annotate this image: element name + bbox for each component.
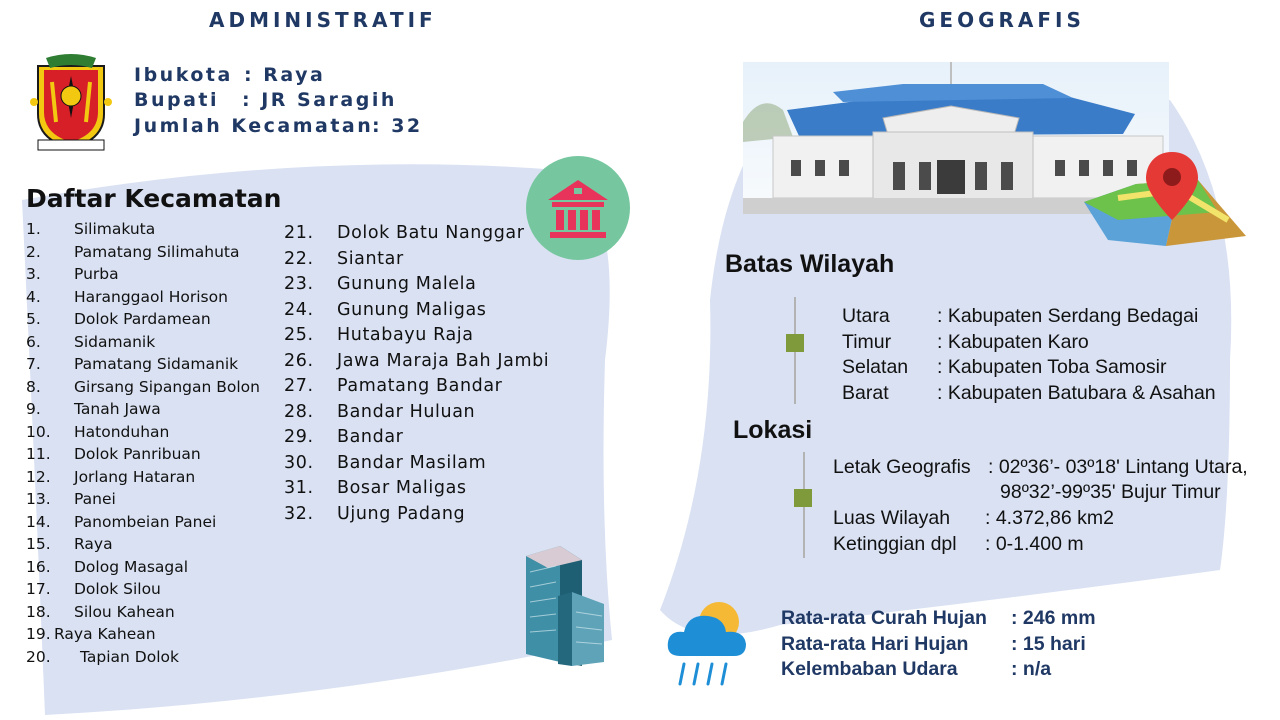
kecamatan-name: Pamatang Silimahuta — [74, 242, 240, 261]
kecamatan-name: Raya — [74, 535, 113, 553]
batas-label: Barat — [842, 381, 889, 404]
kecamatan-number: 3. — [26, 265, 41, 283]
bank-icon — [526, 156, 630, 260]
ibukota-value: : Raya — [244, 64, 326, 86]
kecamatan-number: 9. — [26, 400, 41, 418]
kecamatan-number: 13. — [26, 490, 51, 508]
kecamatan-name: Silou Kahean — [74, 602, 175, 621]
kecamatan-name: Panei — [74, 490, 116, 508]
kecamatan-name: Sidamanik — [74, 332, 156, 351]
kecamatan-name: Gunung Malela — [337, 274, 477, 294]
kecamatan-name: Hutabayu Raja — [337, 325, 474, 345]
coat-of-arms-logo — [30, 52, 112, 154]
kecamatan-name: Dolok Panribuan — [74, 445, 201, 463]
kecamatan-name: Siantar — [337, 248, 404, 269]
bupati-label: Bupati — [134, 89, 220, 111]
kecamatan-name: Jorlang Hataran — [74, 467, 196, 486]
kecamatan-number: 18. — [26, 602, 51, 621]
batas-value: : Kabupaten Toba Samosir — [937, 356, 1167, 378]
jumlah-kecamatan-value: : 32 — [372, 115, 423, 137]
kecamatan-number: 15. — [26, 535, 51, 553]
lokasi-marker — [794, 489, 812, 507]
kecamatan-number: 30. — [284, 452, 314, 473]
lokasi-title: Lokasi — [733, 416, 813, 444]
kecamatan-number: 31. — [284, 478, 314, 498]
kelembaban-label: Kelembaban Udara — [781, 658, 958, 680]
letak-geografis-value: : 02º36’- 03º18' Lintang Utara, — [988, 456, 1248, 478]
kecamatan-number: 6. — [26, 332, 41, 351]
kecamatan-name: Dolok Batu Nanggar — [337, 223, 525, 243]
kecamatan-number: 1. — [26, 220, 41, 238]
kecamatan-number: 12. — [26, 467, 51, 486]
batas-value: : Kabupaten Batubara & Asahan — [937, 381, 1216, 404]
kecamatan-name: Dolok Pardamean — [74, 310, 211, 328]
kecamatan-number: 27. — [284, 376, 314, 396]
kecamatan-name: Pamatang Bandar — [337, 376, 503, 396]
kecamatan-name: Pamatang Sidamanik — [74, 355, 239, 373]
kecamatan-name: Dolog Masagal — [74, 557, 189, 576]
kecamatan-name: Haranggaol Horison — [74, 287, 228, 306]
kecamatan-number: 5. — [26, 310, 41, 328]
ketinggian-value: : 0-1.400 m — [985, 533, 1084, 555]
kecamatan-number: 17. — [26, 580, 51, 598]
letak-geografis-label: Letak Geografis — [833, 456, 971, 478]
kecamatan-number: 25. — [284, 325, 314, 345]
kecamatan-name: Hatonduhan — [74, 422, 170, 441]
kecamatan-number: 20. — [26, 647, 51, 666]
kecamatan-number: 7. — [26, 355, 41, 373]
kecamatan-number: 2. — [26, 242, 41, 261]
batas-label: Selatan — [842, 356, 909, 378]
letak-geografis-value-2: 98º32’-99º35' Bujur Timur — [1000, 481, 1221, 503]
kelembaban-value: : n/a — [1011, 658, 1052, 680]
kecamatan-name: Bandar Masilam — [337, 452, 487, 473]
kecamatan-name: Bandar — [337, 427, 404, 447]
rain-cloud-icon — [664, 598, 754, 690]
daftar-kecamatan-title: Daftar Kecamatan — [26, 184, 282, 213]
kecamatan-number: 29. — [284, 427, 314, 447]
curah-hujan-row — [781, 607, 1121, 630]
curah-hujan-label: Rata-rata Curah Hujan — [781, 607, 987, 629]
kecamatan-name: Panombeian Panei — [74, 512, 217, 531]
kecamatan-number: 8. — [26, 377, 41, 396]
kelembaban-row — [781, 658, 1121, 681]
batas-label: Timur — [842, 330, 892, 353]
kecamatan-number: 11. — [26, 445, 51, 463]
kecamatan-name: Jawa Maraja Bah Jambi — [337, 350, 550, 371]
batas-marker — [786, 334, 804, 352]
ibukota-label: Ibukota — [134, 64, 233, 86]
kecamatan-name: Purba — [74, 265, 119, 283]
geografis-title: GEOGRAFIS — [919, 8, 1085, 32]
office-building-icon — [522, 542, 606, 668]
batas-value: : Kabupaten Serdang Bedagai — [937, 305, 1199, 327]
kecamatan-name: Tapian Dolok — [80, 647, 179, 666]
kecamatan-number: 4. — [26, 287, 41, 306]
kecamatan-name: Ujung Padang — [337, 503, 466, 524]
ketinggian-label: Ketinggian dpl — [833, 533, 957, 555]
kecamatan-number: 16. — [26, 557, 51, 576]
kecamatan-name: Silimakuta — [74, 220, 156, 238]
kecamatan-number: 24. — [284, 299, 314, 320]
bupati-value: : JR Saragih — [242, 89, 397, 111]
kecamatan-number: 19. — [26, 625, 51, 643]
kecamatan-name: Dolok Silou — [74, 580, 161, 598]
curah-hujan-value: : 246 mm — [1011, 607, 1096, 629]
batas-wilayah-title: Batas Wilayah — [725, 250, 895, 278]
jumlah-kecamatan-label: Jumlah Kecamatan — [134, 115, 374, 137]
kecamatan-name: Gunung Maligas — [337, 299, 487, 320]
kecamatan-name: Girsang Sipangan Bolon — [74, 377, 260, 396]
batas-value: : Kabupaten Karo — [937, 330, 1089, 353]
luas-wilayah-label: Luas Wilayah — [833, 507, 951, 529]
administratif-title: ADMINISTRATIF — [209, 8, 437, 32]
kecamatan-name: Tanah Jawa — [74, 400, 161, 418]
kecamatan-number: 10. — [26, 422, 51, 441]
kecamatan-number: 26. — [284, 350, 314, 371]
luas-wilayah-value: : 4.372,86 km2 — [985, 507, 1114, 529]
hari-hujan-value: : 15 hari — [1011, 633, 1086, 655]
kecamatan-number: 23. — [284, 274, 314, 294]
batas-label: Utara — [842, 305, 890, 327]
map-pin-icon — [1078, 150, 1248, 250]
kecamatan-name: Bandar Huluan — [337, 401, 476, 422]
kecamatan-number: 14. — [26, 512, 51, 531]
kecamatan-name: Raya Kahean — [54, 625, 156, 643]
hari-hujan-row — [781, 633, 1121, 656]
kecamatan-number: 22. — [284, 248, 314, 269]
hari-hujan-label: Rata-rata Hari Hujan — [781, 633, 969, 655]
kecamatan-name: Bosar Maligas — [337, 478, 467, 498]
kecamatan-number: 21. — [284, 223, 314, 243]
kecamatan-number: 32. — [284, 503, 314, 524]
kecamatan-number: 28. — [284, 401, 314, 422]
